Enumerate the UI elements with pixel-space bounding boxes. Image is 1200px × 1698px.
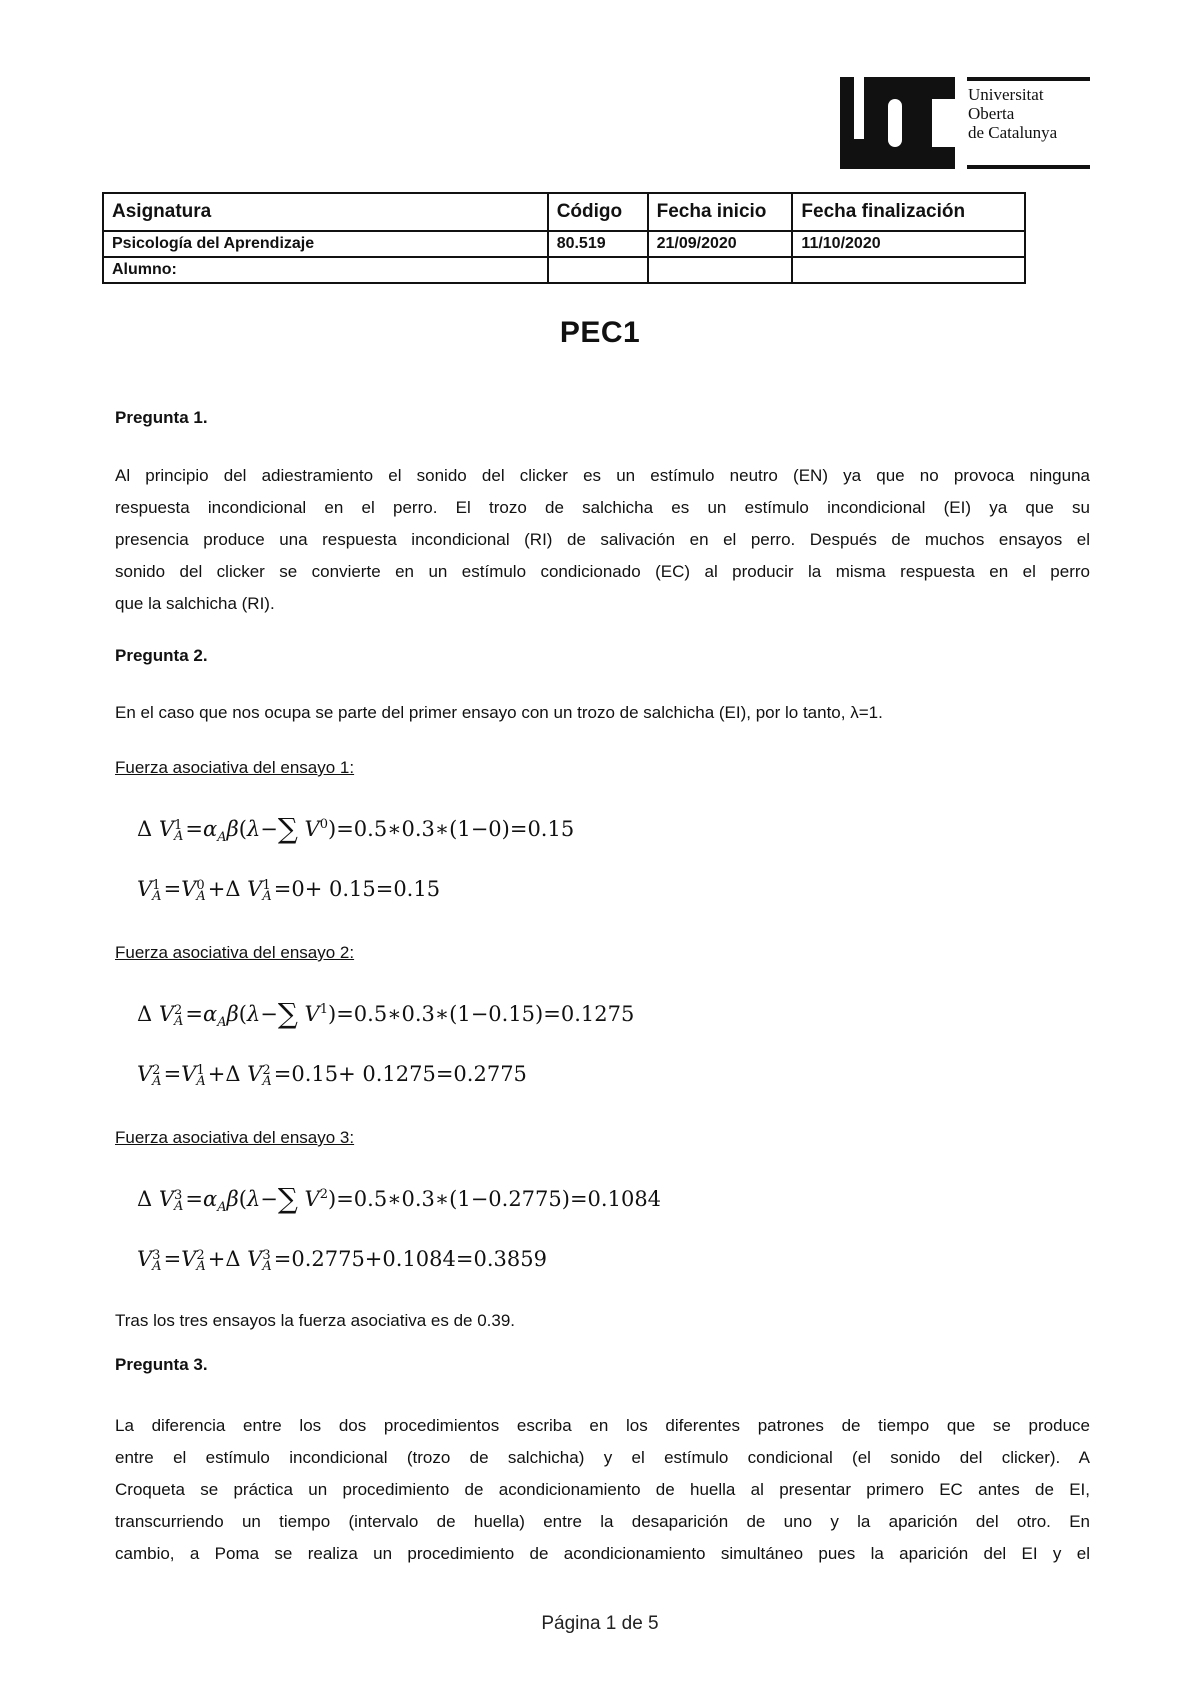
- trial-3-label: Fuerza asociativa del ensayo 3:: [115, 1128, 355, 1147]
- logo-rule-top: [967, 77, 1090, 81]
- header-codigo: Código: [548, 193, 648, 231]
- cell-asignatura: Psicología del Aprendizaje: [103, 231, 548, 257]
- question-3-heading: Pregunta 3.: [115, 1355, 208, 1374]
- header-fecha-inicio: Fecha inicio: [648, 193, 793, 231]
- cell-alumno-label: Alumno:: [103, 257, 548, 283]
- cell-alumno-empty: [792, 257, 1025, 283]
- cell-codigo: 80.519: [548, 231, 648, 257]
- course-info-table: [102, 192, 1026, 284]
- trial-3-v-formula: V 3 A =V 2 A +Δ V 3 A =0.2775+0.1084=0.3859: [137, 1247, 547, 1274]
- trial-1-label: Fuerza asociativa del ensayo 1:: [115, 758, 355, 777]
- page-title: PEC1: [559, 316, 641, 349]
- question-2-heading: Pregunta 2.: [115, 646, 208, 665]
- table-row: [103, 231, 1025, 257]
- header-asignatura: Asignatura: [103, 193, 548, 231]
- logo-rule-bottom: [967, 165, 1090, 169]
- cell-alumno-empty: [648, 257, 793, 283]
- cell-fecha-finalizacion: 11/10/2020: [792, 231, 1025, 257]
- page-number: Página 1 de 5: [541, 1613, 659, 1634]
- trial-2-delta-formula: Δ V 2 A $=\alpha_A\beta(\lambda-\sum$ $V^1)=0.5∗0.3∗(1-0.15)=0.1275$: [137, 997, 635, 1031]
- uoc-logo-mark: [840, 77, 955, 169]
- trial-1-delta-formula: Δ V 1 A $=\alpha_A\beta(\lambda-\sum$ $V^0)=0.5∗0.3∗(1-0)=0.15$: [137, 812, 575, 846]
- logo-wordmark: Universitat Oberta de Catalunya: [968, 85, 1058, 142]
- question-2-conclusion: Tras los tres ensayos la fuerza asociativa es de 0.39.: [115, 1311, 516, 1330]
- trial-2-label: Fuerza asociativa del ensayo 2:: [115, 943, 355, 962]
- question-1-answer: Al principio del adiestramiento el sonido del clicker es un estímulo neutro (EN) ya que no provoca ninguna respuesta incondicional en el perro. El trozo de salchicha es un estímulo incondicional (EI) ya que su presencia produce una respuesta incondicional (RI) de salivación en el perro. Después de muchos ensayos el sonido del clicker se convierte en un estímulo condicionado (EC) al producir la misma respuesta en el perro que la salchicha (RI).: [115, 466, 1090, 613]
- cell-fecha-inicio: 21/09/2020: [648, 231, 793, 257]
- question-3-answer: La diferencia entre los dos procedimientos escriba en los diferentes patrones de tiempo que se produce entre el estímulo incondicional (trozo de salchicha) y el estímulo condicional (el sonido del clicker). A Croqueta se práctica un procedimiento de acondicionamiento de huella al presentar primero EC antes de EI, transcurriendo un tiempo (intervalo de huella) entre la desaparición de uno y la aparición del otro. En cambio, a Poma se realiza un procedimiento de acondicionamiento simultáneo pues la aparición del EI y el: [115, 1416, 1090, 1563]
- header-fecha-finalizacion: Fecha finalización: [792, 193, 1025, 231]
- question-2-intro: En el caso que nos ocupa se parte del primer ensayo con un trozo de salchicha (EI), por lo tanto, λ=1.: [115, 703, 883, 722]
- trial-2-v-formula: V 2 A =V 1 A +Δ V 2 A =0.15+ 0.1275=0.2775: [137, 1062, 527, 1089]
- trial-3-delta-formula: Δ V 3 A $=\alpha_A\beta(\lambda-\sum$ $V^2)=0.5∗0.3∗(1-0.2775)=0.1084$: [137, 1182, 662, 1216]
- trial-1-v-formula: V 1 A =V 0 A +Δ V 1 A =0+ 0.15=0.15: [137, 877, 441, 904]
- question-1-heading: Pregunta 1.: [115, 408, 208, 427]
- cell-alumno-empty: [548, 257, 648, 283]
- table-row: [103, 257, 1025, 283]
- table-header-row: [103, 193, 1025, 231]
- uoc-logo: [840, 77, 1090, 169]
